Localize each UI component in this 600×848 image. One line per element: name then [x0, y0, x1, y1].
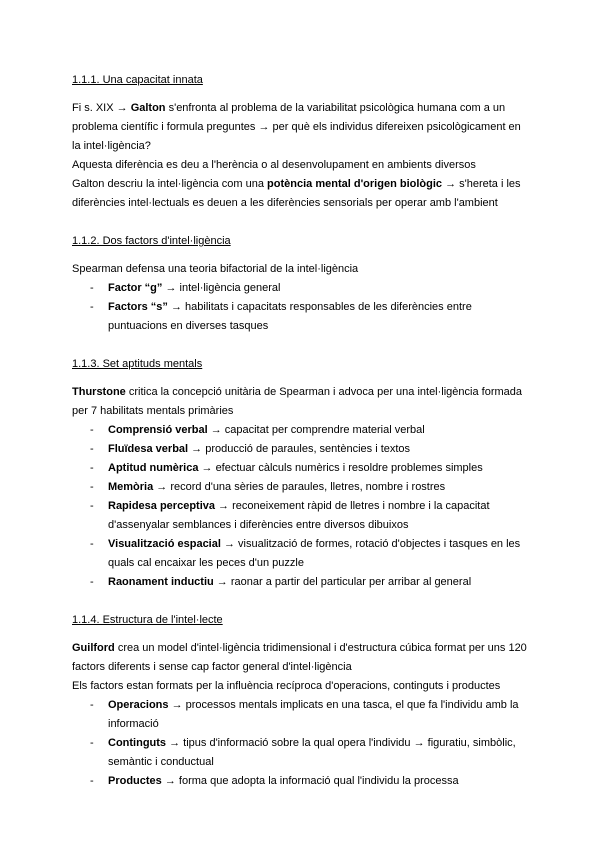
paragraph: Aquesta diferència es deu a l'herència o al desenvolupament en ambients diversos [72, 159, 476, 171]
text: Fi s. XIX → [72, 102, 131, 114]
text: crea un model d'intel·ligència tridimensional i d'estructura cúbica format per uns 120 factors diferents i sense cap factor general d'intel·ligència [72, 642, 527, 673]
bold-term: Visualització espacial [108, 538, 221, 550]
list-item [72, 696, 532, 734]
list-item [72, 298, 532, 336]
bullet-list [72, 421, 532, 592]
list-item [72, 440, 532, 459]
text: critica la concepció unitària de Spearman i advoca per una intel·ligència formada per 7 habilitats mentals primàries [72, 386, 523, 417]
item-description: → habilitats i capacitats responsables de les diferències entre puntuacions en diverses tasques [108, 301, 472, 332]
item-description: → processos mentals implicats en una tasca, el que fa l'individu amb la informació [108, 699, 519, 730]
list-item [72, 573, 532, 592]
text: s'enfronta al problema de la variabilitat psicològica humana com a un problema científic i formula preguntes → per què els individus difereixen psicològicament en la intel·ligència? [72, 102, 521, 152]
bold-term: Factor “g” [108, 282, 163, 294]
section-heading-1-1-1: 1.1.1. Una capacitat innata [72, 74, 203, 86]
bold-term: Raonament inductiu [108, 576, 214, 588]
item-description: → raonar a partir del particular per arribar al general [213, 576, 472, 588]
list-item [72, 459, 532, 478]
section-heading-1-1-4: 1.1.4. Estructura de l'intel·lecte [72, 614, 223, 626]
item-description: → efectuar càlculs numèrics i resoldre problemes simples [198, 462, 483, 474]
item-description: → visualització de formes, rotació d'objectes i tasques en les quals cal encaixar les peces d'un puzzle [108, 538, 521, 569]
bold-term: Factors “s” [108, 301, 168, 313]
bullet-list [72, 279, 532, 336]
section-heading-1-1-2: 1.1.2. Dos factors d'intel·ligència [72, 235, 231, 247]
item-description: → tipus d'informació sobre la qual opera l'individu → figuratiu, simbòlic, semàntic i conductual [108, 737, 516, 768]
list-item [72, 478, 532, 497]
bold-term: potència mental d'origen biològic [267, 178, 443, 190]
paragraph [72, 639, 532, 677]
bold-term: Fluïdesa verbal [108, 443, 189, 455]
text: Galton descriu la intel·ligència com una [72, 178, 268, 190]
list-item [72, 734, 532, 772]
item-description: → intel·ligència general [162, 282, 281, 294]
bold-term: Comprensió verbal [108, 424, 208, 436]
bold-term: Continguts [108, 737, 167, 749]
bullet-list [72, 696, 532, 791]
text: → s'hereta i les diferències intel·lectuals es deuen a les diferències sensorials per operar amb l'ambient [72, 178, 521, 209]
list-item [72, 535, 532, 573]
paragraph: Els factors estan formats per la influència recíproca d'operacions, continguts i productes [72, 680, 501, 692]
list-item [72, 421, 532, 440]
bold-term: Thurstone [72, 386, 126, 398]
list-item [72, 497, 532, 535]
paragraph [72, 175, 532, 213]
bold-term: Aptitud numèrica [108, 462, 199, 474]
paragraph [72, 383, 532, 421]
item-description: → forma que adopta la informació qual l'individu la processa [161, 775, 459, 787]
bold-term: Guilford [72, 642, 115, 654]
bold-term: Operacions [108, 699, 169, 711]
bold-term: Galton [130, 102, 166, 114]
document-page [72, 71, 532, 791]
item-description: → record d'una sèries de paraules, lletres, nombre i rostres [153, 481, 446, 493]
item-description: → producció de paraules, sentències i textos [188, 443, 411, 455]
item-description: → reconeixement ràpid de lletres i nombre i la capacitat d'assenyalar semblances i diferències entre diversos dibuixos [108, 500, 490, 531]
paragraph [72, 99, 532, 156]
bold-term: Memòria [108, 481, 154, 493]
paragraph: Spearman defensa una teoria bifactorial de la intel·ligència [72, 263, 359, 275]
item-description: → capacitat per comprendre material verbal [207, 424, 425, 436]
bold-term: Productes [108, 775, 162, 787]
list-item [72, 279, 532, 298]
bold-term: Rapidesa perceptiva [108, 500, 215, 512]
section-heading-1-1-3: 1.1.3. Set aptituds mentals [72, 358, 203, 370]
list-item [72, 772, 532, 791]
